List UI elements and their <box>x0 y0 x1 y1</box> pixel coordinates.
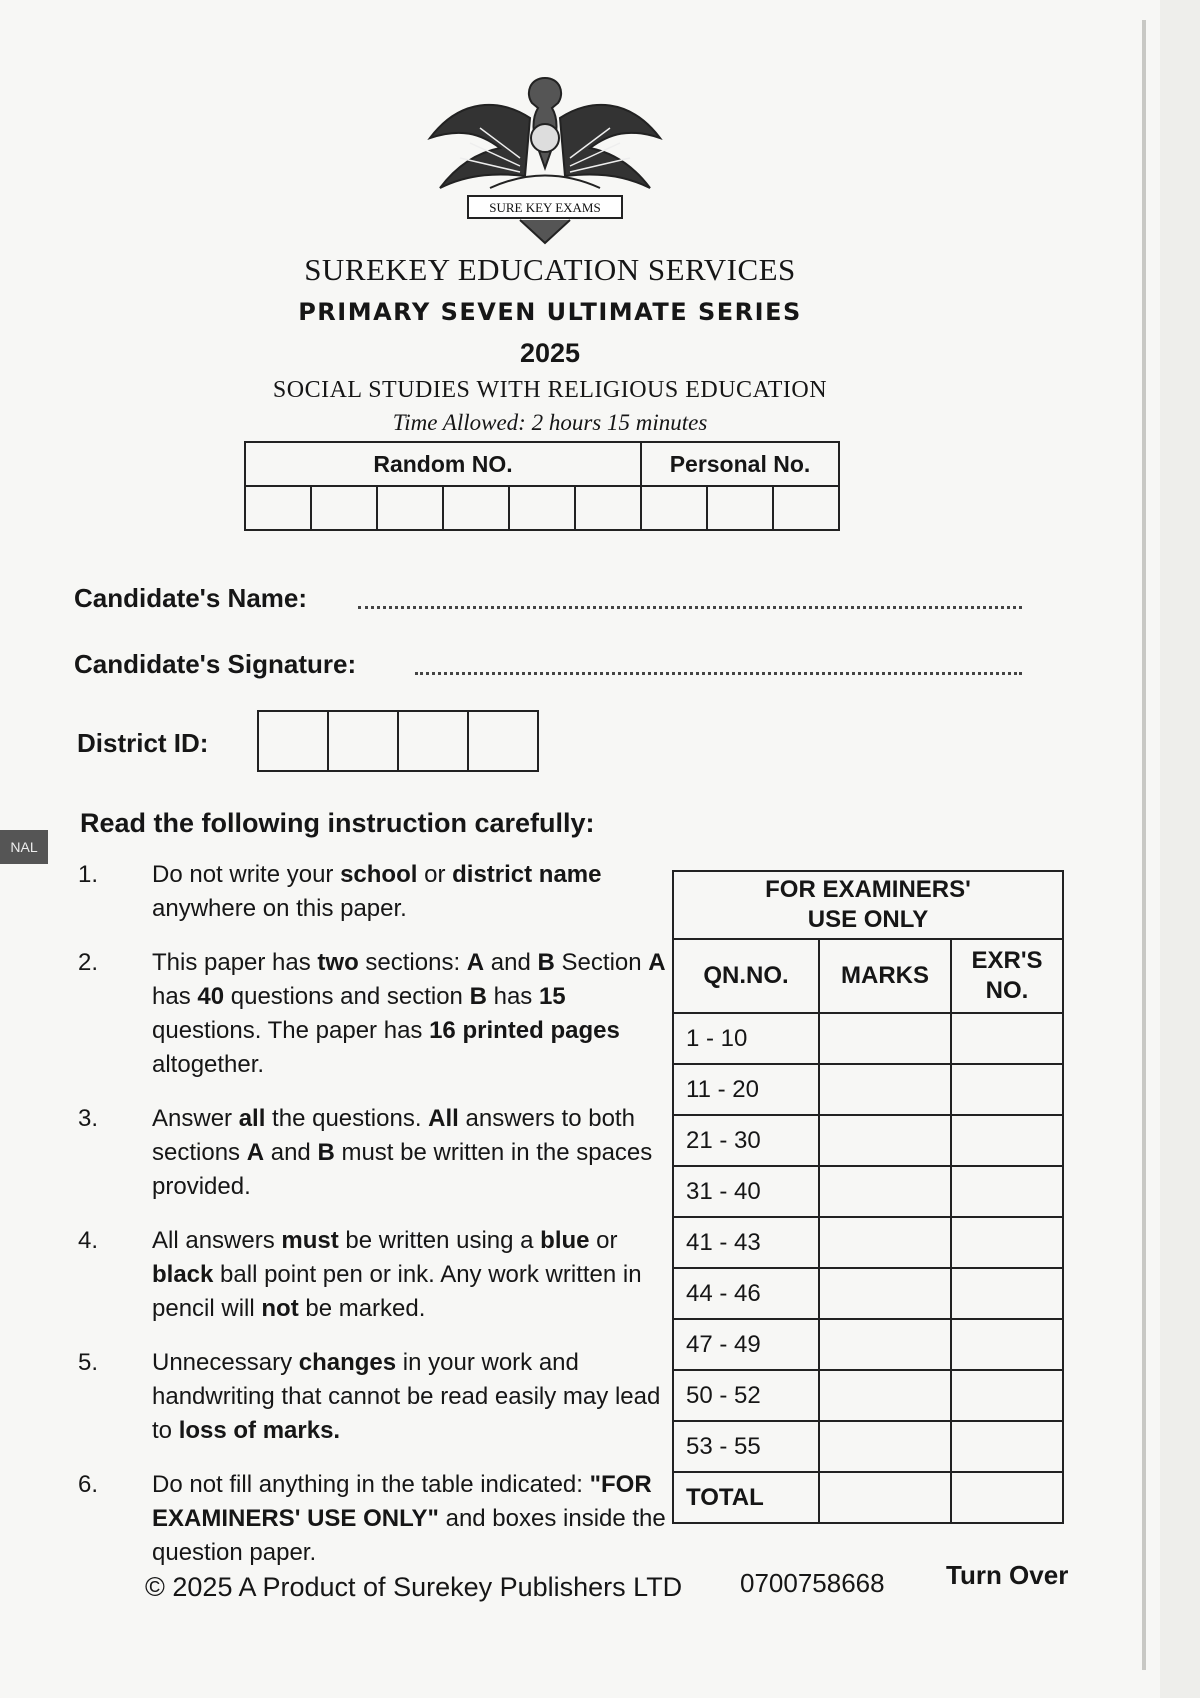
candidate-signature-label: Candidate's Signature: <box>74 649 357 679</box>
personal-number-box[interactable] <box>641 486 707 530</box>
district-id-boxes <box>257 710 539 772</box>
instructions-title: Read the following instruction carefully: <box>80 808 595 838</box>
instruction-text: Do not fill anything in the table indicated: "FOR EXAMINERS' USE ONLY" and boxes inside the question paper. <box>152 1471 666 1566</box>
random-number-box[interactable] <box>509 486 575 530</box>
examiner-no-cell <box>951 1421 1063 1472</box>
random-number-box[interactable] <box>245 486 311 530</box>
marks-cell <box>819 1268 951 1319</box>
instruction-item <box>78 1346 668 1448</box>
instruction-number: 3. <box>78 1105 99 1132</box>
marks-cell <box>819 1370 951 1421</box>
examiners-table-title <box>673 871 1063 939</box>
examiner-no-cell <box>951 1217 1063 1268</box>
exr-header-line1: EXR'S <box>971 947 1043 974</box>
marks-cell <box>819 1319 951 1370</box>
personal-number-box[interactable] <box>707 486 773 530</box>
exr-no-header <box>951 939 1063 1013</box>
district-id-box[interactable] <box>328 711 398 771</box>
instruction-number: 6. <box>78 1471 99 1498</box>
publisher-phone: 0700758668 <box>740 1568 885 1598</box>
question-range: 50 - 52 <box>673 1370 819 1421</box>
question-range: 41 - 43 <box>673 1217 819 1268</box>
total-examiner-cell <box>951 1472 1063 1523</box>
random-number-box[interactable] <box>377 486 443 530</box>
personal-number-box[interactable] <box>773 486 839 530</box>
district-id-box[interactable] <box>398 711 468 771</box>
instruction-text: Answer all the questions. All answers to both sections A and B must be written in the spaces provided. <box>152 1105 653 1200</box>
question-range: 21 - 30 <box>673 1115 819 1166</box>
marks-cell <box>819 1013 951 1064</box>
instruction-number: 2. <box>78 949 99 976</box>
instructions-list <box>78 858 668 1590</box>
examiner-no-cell <box>951 1166 1063 1217</box>
question-range: 53 - 55 <box>673 1421 819 1472</box>
page-margin <box>1160 0 1200 1698</box>
qn-no-header: QN.NO. <box>673 939 819 1013</box>
random-number-box[interactable] <box>443 486 509 530</box>
header-block <box>0 252 1100 436</box>
instruction-text: Unnecessary changes in your work and handwriting that cannot be read easily may lead to loss of marks. <box>152 1349 661 1444</box>
instruction-text: Do not write your school or district name anywhere on this paper. <box>152 861 602 922</box>
subject-title: SOCIAL STUDIES WITH RELIGIOUS EDUCATION <box>272 377 828 403</box>
instruction-item <box>78 1468 668 1570</box>
total-marks-cell <box>819 1472 951 1523</box>
marks-cell <box>819 1421 951 1472</box>
examiner-no-cell <box>951 1064 1063 1115</box>
time-allowed: Time Allowed: 2 hours 15 minutes <box>392 410 708 435</box>
random-number-box[interactable] <box>311 486 377 530</box>
marks-cell <box>819 1064 951 1115</box>
side-tab-label: NAL <box>0 830 48 864</box>
eagle-crest-logo <box>420 58 670 248</box>
instruction-text: This paper has two sections: A and B Section A has 40 questions and section B has 15 questions. The paper has 16 printed pages altogether. <box>152 949 666 1078</box>
marks-cell <box>819 1115 951 1166</box>
copyright-notice: © 2025 A Product of Surekey Publishers LTD <box>145 1572 683 1602</box>
instruction-item <box>78 858 668 926</box>
total-label: TOTAL <box>673 1472 819 1523</box>
question-range: 31 - 40 <box>673 1166 819 1217</box>
examiners-title-line1: FOR EXAMINERS' <box>765 876 971 903</box>
personal-number-header: Personal No. <box>641 442 839 486</box>
district-id-box[interactable] <box>468 711 538 771</box>
crest-banner-text: SURE KEY EXAMS <box>489 200 601 215</box>
instruction-number: 1. <box>78 861 99 888</box>
random-number-box[interactable] <box>575 486 641 530</box>
marks-cell <box>819 1166 951 1217</box>
examiner-no-cell <box>951 1115 1063 1166</box>
question-range: 1 - 10 <box>673 1013 819 1064</box>
district-id-box[interactable] <box>258 711 328 771</box>
examiner-no-cell <box>951 1268 1063 1319</box>
question-range: 11 - 20 <box>673 1064 819 1115</box>
turn-over-note: Turn Over <box>946 1560 1069 1590</box>
instruction-item <box>78 946 668 1082</box>
instruction-number: 5. <box>78 1349 99 1376</box>
organization-name: SUREKEY EDUCATION SERVICES <box>304 252 796 287</box>
instruction-item <box>78 1102 668 1204</box>
candidate-signature-field[interactable] <box>415 672 1022 675</box>
examiners-use-table <box>672 870 1064 1524</box>
examiner-no-cell <box>951 1370 1063 1421</box>
instruction-item <box>78 1224 668 1326</box>
candidate-number-table <box>244 441 840 531</box>
examiner-no-cell <box>951 1013 1063 1064</box>
exam-year: 2025 <box>519 338 581 368</box>
question-range: 44 - 46 <box>673 1268 819 1319</box>
random-number-header: Random NO. <box>245 442 641 486</box>
exr-header-line2: NO. <box>985 977 1029 1004</box>
candidate-name-field[interactable] <box>358 606 1022 609</box>
series-title: PRIMARY SEVEN ULTIMATE SERIES <box>298 298 802 326</box>
district-id-label: District ID: <box>77 728 209 758</box>
marks-cell <box>819 1217 951 1268</box>
candidate-name-label: Candidate's Name: <box>74 583 308 613</box>
marks-header: MARKS <box>819 939 951 1013</box>
examiners-title-line2: USE ONLY <box>807 906 929 933</box>
examiner-no-cell <box>951 1319 1063 1370</box>
instruction-number: 4. <box>78 1227 99 1254</box>
question-range: 47 - 49 <box>673 1319 819 1370</box>
page-edge-line <box>1142 20 1146 1670</box>
instruction-text: All answers must be written using a blue or black ball point pen or ink. Any work written in pencil will not be marked. <box>152 1227 642 1322</box>
